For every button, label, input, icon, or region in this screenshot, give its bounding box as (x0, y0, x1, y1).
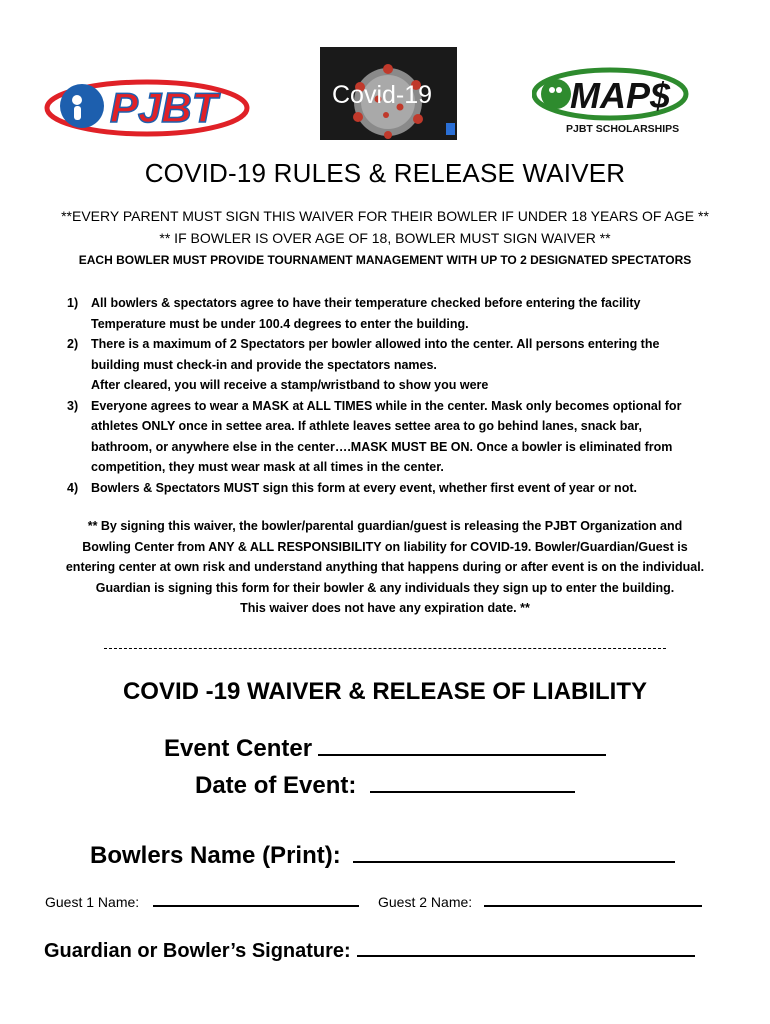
rule-line: After cleared, you will receive a stamp/wristband to show you were (91, 378, 489, 392)
adult-sign-notice: ** IF BOWLER IS OVER AGE OF 18, BOWLER MUST SIGN WAIVER ** (159, 230, 611, 246)
notice-line: Bowling Center from ANY & ALL RESPONSIBILITY on liability for COVID-19. Bowler/Guardian/Guest is (82, 539, 688, 554)
covid-19-image (320, 47, 457, 140)
maps-scholarships-logo (532, 66, 692, 138)
rule-line: There is a maximum of 2 Spectators per bowler allowed into the center. All persons entering the (91, 337, 660, 351)
spectator-notice: EACH BOWLER MUST PROVIDE TOURNAMENT MANAGEMENT WITH UP TO 2 DESIGNATED SPECTATORS (78, 253, 692, 267)
rule-item (67, 334, 727, 396)
date-field (195, 767, 575, 801)
rules-list (67, 293, 727, 498)
pjbt-logo-text: PJBT (110, 84, 218, 131)
guest1-input[interactable] (153, 891, 359, 907)
notice-line: entering center at own risk and understand anything that happens during or after event is on the individual. (65, 560, 705, 574)
covid-image-text: Covid-19 (332, 81, 433, 109)
rule-number: 2) (67, 337, 79, 351)
rule-item (67, 396, 727, 478)
rule-number: 3) (67, 398, 79, 413)
guest1-label: Guest 1 Name: (45, 894, 140, 910)
bowler-name-label: Bowlers Name (Print): (90, 842, 341, 869)
rule-line: competition, they must wear mask at all times in the center. (91, 460, 444, 474)
event-center-field (164, 730, 606, 764)
notice-line: ** By signing this waiver, the bowler/parental guardian/guest is releasing the PJBT Organization and (87, 519, 683, 533)
rule-line: bathroom, or anywhere else in the center….MASK MUST BE ON. Once a bowler is eliminated from (91, 439, 673, 454)
event-center-input[interactable] (318, 730, 606, 756)
maps-logo-subtext: PJBT SCHOLARSHIPS (566, 123, 680, 135)
rule-line: All bowlers & spectators agree to have their temperature checked before entering the facility (91, 296, 641, 310)
dashed-divider (104, 648, 666, 649)
rule-item (67, 293, 727, 334)
rule-number: 1) (67, 296, 79, 310)
rule-line: athletes ONLY once in settee area. If athlete leaves settee area to go behind lanes, snack bar, (91, 419, 642, 433)
event-center-label: Event Center (164, 735, 313, 762)
guest2-input[interactable] (484, 891, 702, 907)
bowler-name-input[interactable] (353, 837, 675, 863)
guest1-field (45, 891, 359, 912)
maps-logo-text: MAP$ (570, 75, 671, 116)
rule-line: Temperature must be under 100.4 degrees to enter the building. (91, 316, 469, 331)
date-input[interactable] (370, 767, 575, 793)
guest2-field (378, 891, 702, 912)
signature-input[interactable] (357, 935, 695, 957)
signature-label: Guardian or Bowler’s Signature: (44, 940, 351, 962)
liability-notice (30, 516, 740, 619)
bowler-name-field (90, 837, 675, 871)
guest2-label: Guest 2 Name: (378, 894, 473, 910)
rule-line: Bowlers & Spectators MUST sign this form at every event, whether first event of year or not. (91, 480, 637, 495)
rule-number: 4) (67, 480, 79, 495)
rule-item (67, 478, 727, 499)
waiver-title: COVID -19 WAIVER & RELEASE OF LIABILITY (122, 678, 648, 705)
rule-line: building must check-in and provide the spectators names. (91, 357, 437, 372)
pjbt-logo (44, 70, 250, 140)
notice-line: This waiver does not have any expiration date. ** (240, 601, 530, 615)
rule-line: Everyone agrees to wear a MASK at ALL TIMES while in the center. Mask only becomes optional for (91, 398, 682, 413)
parent-sign-notice: **EVERY PARENT MUST SIGN THIS WAIVER FOR THEIR BOWLER IF UNDER 18 YEARS OF AGE ** (61, 208, 709, 224)
page-title: COVID-19 RULES & RELEASE WAIVER (144, 158, 626, 188)
date-label: Date of Event: (195, 772, 357, 799)
signature-field (44, 935, 695, 966)
notice-line: Guardian is signing this form for their bowler & any individuals they sign up to enter the building. (95, 580, 675, 595)
